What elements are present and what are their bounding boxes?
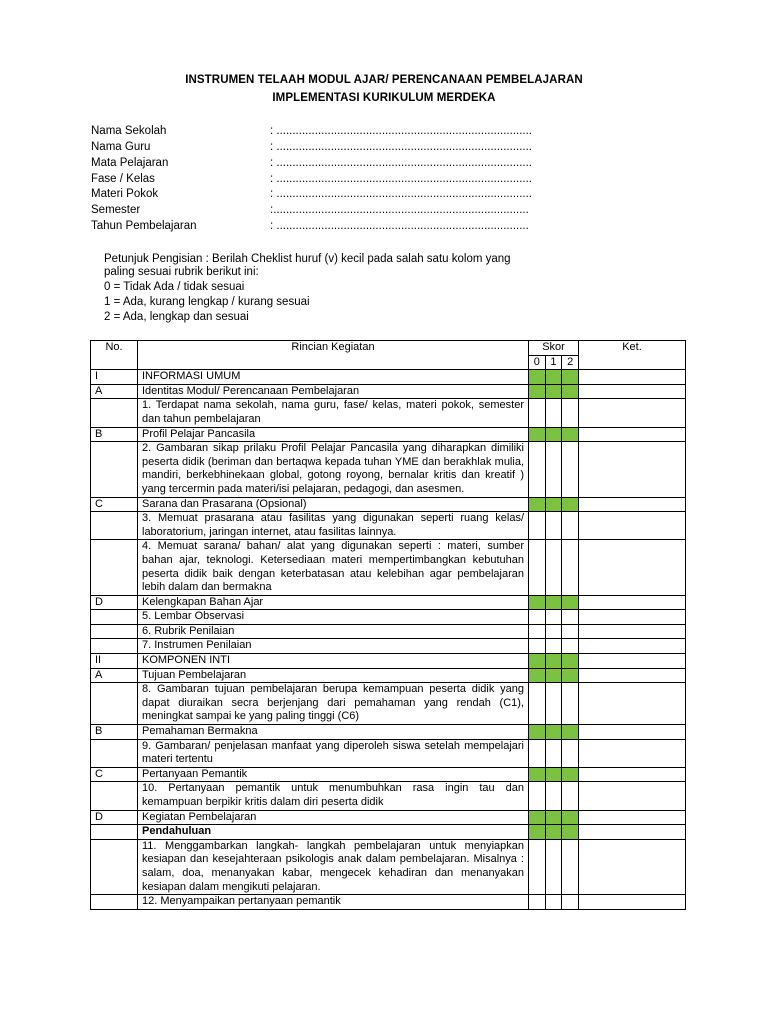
ket-cell[interactable] bbox=[579, 399, 686, 427]
ket-cell[interactable] bbox=[579, 540, 686, 595]
field-value: :................................................................................ bbox=[270, 204, 529, 216]
row-description: KOMPONEN INTI bbox=[138, 654, 529, 669]
score-cell-1[interactable] bbox=[545, 739, 562, 767]
row-description: Tujuan Pembelajaran bbox=[138, 668, 529, 683]
score-cell-1 bbox=[545, 668, 562, 683]
document-title: INSTRUMEN TELAAH MODUL AJAR/ PERENCANAAN PEMBELAJARAN bbox=[185, 74, 583, 86]
row-number: I bbox=[91, 370, 138, 385]
score-cell-1[interactable] bbox=[545, 442, 562, 497]
row-number bbox=[91, 683, 138, 725]
score-cell-1[interactable] bbox=[545, 639, 562, 654]
score-cell-1[interactable] bbox=[545, 512, 562, 540]
score-cell-0 bbox=[529, 427, 546, 442]
header-score-0: 0 bbox=[529, 355, 546, 370]
ket-cell[interactable] bbox=[579, 782, 686, 810]
score-cell-1 bbox=[545, 725, 562, 740]
table-row bbox=[91, 384, 686, 399]
score-cell-0 bbox=[529, 384, 546, 399]
row-description: Pertanyaan Pemantik bbox=[138, 767, 529, 782]
score-cell-2 bbox=[562, 654, 579, 669]
score-cell-0[interactable] bbox=[529, 399, 546, 427]
row-number: C bbox=[91, 767, 138, 782]
ket-cell[interactable] bbox=[579, 654, 686, 669]
score-cell-0[interactable] bbox=[529, 839, 546, 894]
score-cell-2[interactable] bbox=[562, 442, 579, 497]
assessment-table bbox=[90, 340, 686, 910]
score-cell-2 bbox=[562, 810, 579, 825]
score-cell-2 bbox=[562, 384, 579, 399]
header-score-1: 1 bbox=[545, 355, 562, 370]
score-cell-0 bbox=[529, 668, 546, 683]
row-description: Sarana dan Prasarana (Opsional) bbox=[138, 497, 529, 512]
score-cell-1 bbox=[545, 595, 562, 610]
score-cell-0 bbox=[529, 595, 546, 610]
score-cell-2 bbox=[562, 497, 579, 512]
score-cell-0 bbox=[529, 654, 546, 669]
row-description: Kelengkapan Bahan Ajar bbox=[138, 595, 529, 610]
score-cell-0[interactable] bbox=[529, 624, 546, 639]
score-cell-1[interactable] bbox=[545, 399, 562, 427]
score-cell-0[interactable] bbox=[529, 442, 546, 497]
score-cell-1 bbox=[545, 497, 562, 512]
header-score-2: 2 bbox=[562, 355, 579, 370]
score-cell-0 bbox=[529, 497, 546, 512]
ket-cell[interactable] bbox=[579, 725, 686, 740]
table-row bbox=[91, 839, 686, 894]
row-description: 4. Memuat sarana/ bahan/ alat yang digunakan seperti : materi, sumber bahan ajar, teknologi. Ketersediaan materi mempertimbangkan kebutuhan peserta didik baik dengan keterbatasan atau kelebihan agar pembelajaran lebih dalam dan bermakna bbox=[138, 540, 529, 595]
ket-cell[interactable] bbox=[579, 739, 686, 767]
ket-cell[interactable] bbox=[579, 810, 686, 825]
row-description: 1. Terdapat nama sekolah, nama guru, fase/ kelas, materi pokok, semester dan tahun pembelajaran bbox=[138, 399, 529, 427]
table-row bbox=[91, 427, 686, 442]
field-label: Semester bbox=[91, 204, 141, 216]
score-cell-0 bbox=[529, 370, 546, 385]
score-cell-0[interactable] bbox=[529, 512, 546, 540]
score-cell-2 bbox=[562, 825, 579, 840]
instruction-text: Petunjuk Pengisian : Berilah Cheklist huruf (v) kecil pada salah satu kolom yang bbox=[104, 253, 511, 265]
score-cell-1 bbox=[545, 427, 562, 442]
score-cell-1 bbox=[545, 384, 562, 399]
score-cell-2 bbox=[562, 370, 579, 385]
score-cell-2 bbox=[562, 725, 579, 740]
row-description: 10. Pertanyaan pemantik untuk menumbuhkan rasa ingin tau dan kemampuan berpikir kritis dalam diri peserta didik bbox=[138, 782, 529, 810]
table-row bbox=[91, 399, 686, 427]
header-rincian: Rincian Kegiatan bbox=[138, 341, 529, 370]
table-row bbox=[91, 825, 686, 840]
score-cell-2[interactable] bbox=[562, 624, 579, 639]
score-cell-2[interactable] bbox=[562, 683, 579, 725]
score-cell-1 bbox=[545, 370, 562, 385]
field-value: : ............................................................................... bbox=[270, 220, 529, 232]
scale-2: 2 = Ada, lengkap dan sesuai bbox=[104, 311, 249, 323]
row-number: II bbox=[91, 654, 138, 669]
row-number bbox=[91, 739, 138, 767]
row-description: Pendahuluan bbox=[138, 825, 529, 840]
row-number bbox=[91, 624, 138, 639]
score-cell-1[interactable] bbox=[545, 895, 562, 910]
ket-cell[interactable] bbox=[579, 427, 686, 442]
table-row bbox=[91, 610, 686, 625]
table-row bbox=[91, 654, 686, 669]
table-row bbox=[91, 810, 686, 825]
row-number bbox=[91, 610, 138, 625]
row-description: 5. Lembar Observasi bbox=[138, 610, 529, 625]
score-cell-2[interactable] bbox=[562, 639, 579, 654]
header-ket: Ket. bbox=[579, 341, 686, 370]
scale-0: 0 = Tidak Ada / tidak sesuai bbox=[104, 281, 245, 293]
table-row bbox=[91, 595, 686, 610]
ket-cell[interactable] bbox=[579, 370, 686, 385]
field-label: Nama Sekolah bbox=[91, 125, 167, 137]
field-label: Nama Guru bbox=[91, 141, 151, 153]
row-number bbox=[91, 639, 138, 654]
row-description: INFORMASI UMUM bbox=[138, 370, 529, 385]
row-number: C bbox=[91, 497, 138, 512]
table-row bbox=[91, 668, 686, 683]
field-value: : ................................................................................ bbox=[270, 125, 532, 137]
row-description: 12. Menyampaikan pertanyaan pemantik bbox=[138, 895, 529, 910]
ket-cell[interactable] bbox=[579, 497, 686, 512]
table-row bbox=[91, 739, 686, 767]
ket-cell[interactable] bbox=[579, 895, 686, 910]
score-cell-1[interactable] bbox=[545, 540, 562, 595]
score-cell-2[interactable] bbox=[562, 739, 579, 767]
score-cell-0[interactable] bbox=[529, 639, 546, 654]
document-subtitle: IMPLEMENTASI KURIKULUM MERDEKA bbox=[272, 92, 496, 104]
row-number bbox=[91, 825, 138, 840]
field-label: Fase / Kelas bbox=[91, 173, 155, 185]
row-number: B bbox=[91, 725, 138, 740]
row-number: A bbox=[91, 668, 138, 683]
row-description: 9. Gambaran/ penjelasan manfaat yang diperoleh siswa setelah mempelajari materi tertentu bbox=[138, 739, 529, 767]
ket-cell[interactable] bbox=[579, 767, 686, 782]
score-cell-1 bbox=[545, 810, 562, 825]
row-number: D bbox=[91, 810, 138, 825]
ket-cell[interactable] bbox=[579, 683, 686, 725]
table-row bbox=[91, 639, 686, 654]
score-cell-0 bbox=[529, 725, 546, 740]
row-description: 6. Rubrik Penilaian bbox=[138, 624, 529, 639]
field-label: Mata Pelajaran bbox=[91, 157, 169, 169]
score-cell-2 bbox=[562, 595, 579, 610]
row-number: B bbox=[91, 427, 138, 442]
ket-cell[interactable] bbox=[579, 639, 686, 654]
table-row bbox=[91, 895, 686, 910]
ket-cell[interactable] bbox=[579, 839, 686, 894]
score-cell-0 bbox=[529, 825, 546, 840]
ket-cell[interactable] bbox=[579, 442, 686, 497]
score-cell-2[interactable] bbox=[562, 399, 579, 427]
score-cell-1[interactable] bbox=[545, 782, 562, 810]
ket-cell[interactable] bbox=[579, 668, 686, 683]
score-cell-1 bbox=[545, 654, 562, 669]
field-value: : ................................................................................ bbox=[270, 141, 532, 153]
score-cell-2 bbox=[562, 668, 579, 683]
ket-cell[interactable] bbox=[579, 384, 686, 399]
row-number: A bbox=[91, 384, 138, 399]
score-cell-1 bbox=[545, 825, 562, 840]
score-cell-1[interactable] bbox=[545, 610, 562, 625]
field-value: : ................................................................................ bbox=[270, 173, 532, 185]
table-header-row bbox=[91, 341, 686, 356]
score-cell-1[interactable] bbox=[545, 683, 562, 725]
ket-cell[interactable] bbox=[579, 624, 686, 639]
row-number bbox=[91, 839, 138, 894]
row-description: Pemahaman Bermakna bbox=[138, 725, 529, 740]
score-cell-1[interactable] bbox=[545, 624, 562, 639]
header-no: No. bbox=[91, 341, 138, 370]
table-row bbox=[91, 442, 686, 497]
score-cell-2[interactable] bbox=[562, 895, 579, 910]
instruction-text-continued: paling sesuai rubrik berikut ini: bbox=[104, 266, 259, 278]
row-number bbox=[91, 540, 138, 595]
score-cell-2[interactable] bbox=[562, 540, 579, 595]
field-label: Materi Pokok bbox=[91, 188, 159, 200]
score-cell-0 bbox=[529, 767, 546, 782]
table-row bbox=[91, 370, 686, 385]
ket-cell[interactable] bbox=[579, 512, 686, 540]
row-number bbox=[91, 399, 138, 427]
score-cell-2 bbox=[562, 767, 579, 782]
table-row bbox=[91, 767, 686, 782]
row-description: 11. Menggambarkan langkah- langkah pembelajaran untuk menyiapkan kesiapan dan kesejahteraan psikologis anak dalam pembelajaran. Misalnya : salam, doa, menanyakan kabar, mengecek kehadiran dan menanyakan kesiapan dalam mengikuti pelajaran. bbox=[138, 839, 529, 894]
row-description: Identitas Modul/ Perencanaan Pembelajaran bbox=[138, 384, 529, 399]
score-cell-2[interactable] bbox=[562, 512, 579, 540]
row-number bbox=[91, 782, 138, 810]
score-cell-1[interactable] bbox=[545, 839, 562, 894]
row-number bbox=[91, 895, 138, 910]
row-description: 7. Instrumen Penilaian bbox=[138, 639, 529, 654]
row-description: 3. Memuat prasarana atau fasilitas yang digunakan seperti ruang kelas/ laboratorium, jaringan internet, atau fasilitas lainnya. bbox=[138, 512, 529, 540]
row-number bbox=[91, 442, 138, 497]
score-cell-2[interactable] bbox=[562, 839, 579, 894]
ket-cell[interactable] bbox=[579, 825, 686, 840]
table-row bbox=[91, 725, 686, 740]
ket-cell[interactable] bbox=[579, 610, 686, 625]
score-cell-2[interactable] bbox=[562, 610, 579, 625]
field-value: : ................................................................................ bbox=[270, 188, 532, 200]
row-number: D bbox=[91, 595, 138, 610]
score-cell-1 bbox=[545, 767, 562, 782]
score-cell-0[interactable] bbox=[529, 683, 546, 725]
row-description: Profil Pelajar Pancasila bbox=[138, 427, 529, 442]
table-row bbox=[91, 512, 686, 540]
score-cell-2 bbox=[562, 427, 579, 442]
table-row bbox=[91, 540, 686, 595]
table-row bbox=[91, 497, 686, 512]
field-label: Tahun Pembelajaran bbox=[91, 220, 197, 232]
header-skor: Skor bbox=[529, 341, 579, 356]
score-cell-0[interactable] bbox=[529, 739, 546, 767]
row-description: 2. Gambaran sikap prilaku Profil Pelajar Pancasila yang diharapkan dimiliki peserta didik (beriman dan bertaqwa kepada tuhan YME dan berakhlak mulia, mandiri, berkebhinekaan global, gotong royong, bernalar kritis dan kreatif ) yang tercermin pada materi/isi pelajaran, pedagogi, dan asesmen. bbox=[138, 442, 529, 497]
score-cell-0 bbox=[529, 810, 546, 825]
row-number bbox=[91, 512, 138, 540]
score-cell-0[interactable] bbox=[529, 610, 546, 625]
field-value: : ................................................................................ bbox=[270, 157, 532, 169]
scale-1: 1 = Ada, kurang lengkap / kurang sesuai bbox=[104, 296, 310, 308]
score-cell-0[interactable] bbox=[529, 895, 546, 910]
score-cell-2[interactable] bbox=[562, 782, 579, 810]
row-description: 8. Gambaran tujuan pembelajaran berupa kemampuan peserta didik yang dapat diuraikan secra berjenjang dari pemahaman yang rendah (C1), meningkat sampai ke yang paling tinggi (C6) bbox=[138, 683, 529, 725]
score-cell-0[interactable] bbox=[529, 782, 546, 810]
row-description: Kegiatan Pembelajaran bbox=[138, 810, 529, 825]
table-row bbox=[91, 624, 686, 639]
table-row bbox=[91, 683, 686, 725]
ket-cell[interactable] bbox=[579, 595, 686, 610]
score-cell-0[interactable] bbox=[529, 540, 546, 595]
table-row bbox=[91, 782, 686, 810]
